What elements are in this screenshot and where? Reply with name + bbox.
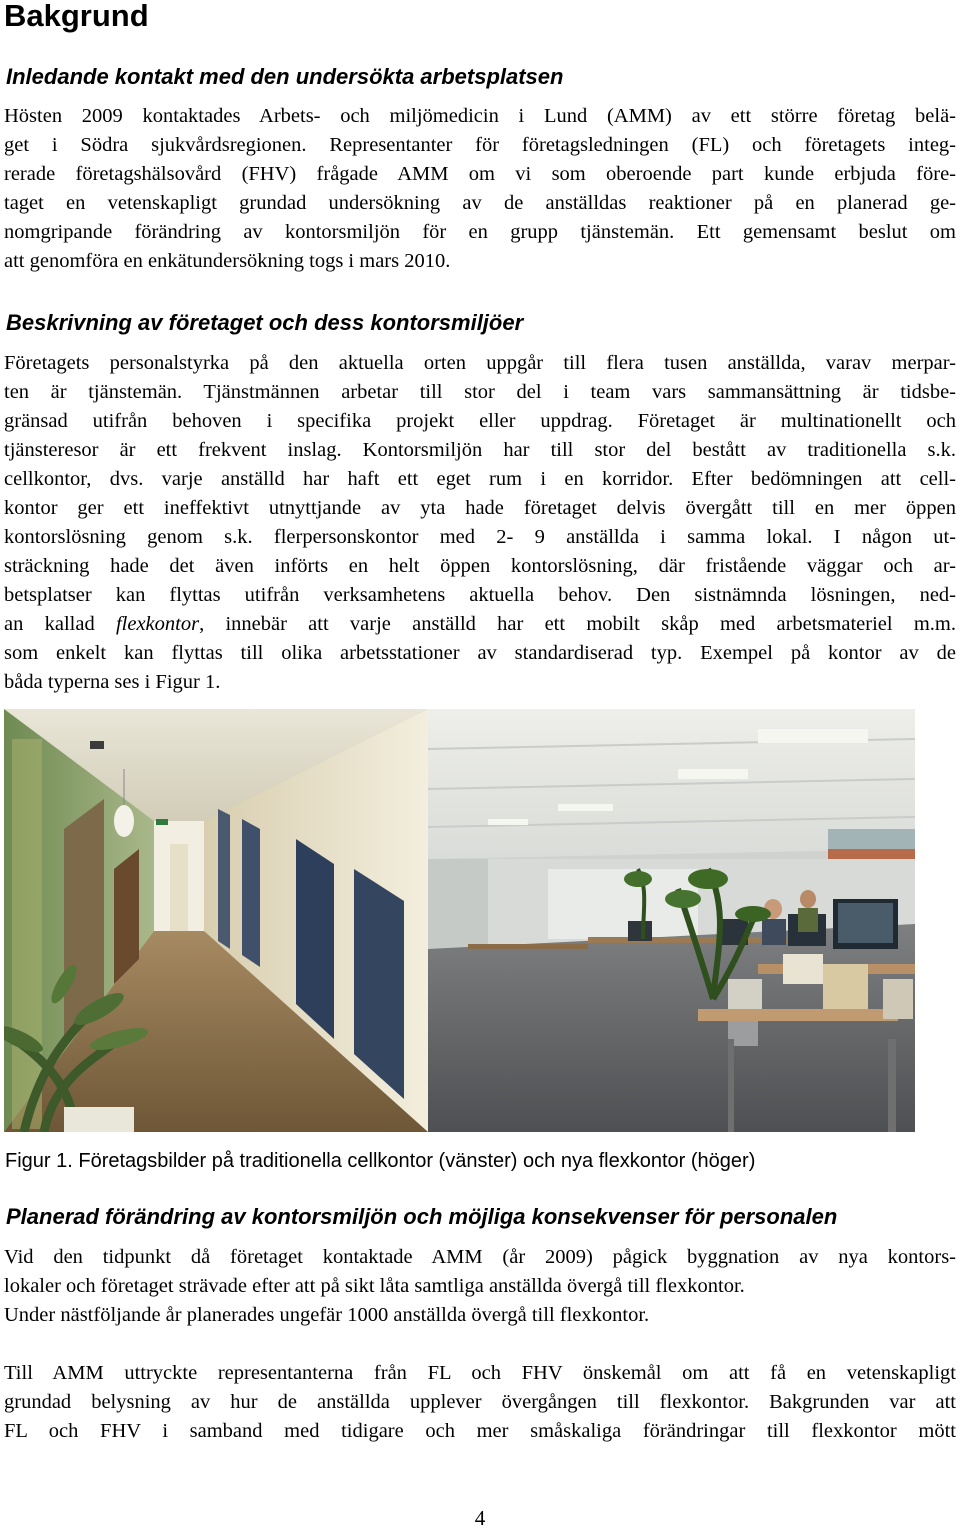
term-flexkontor: flexkontor — [115, 613, 200, 635]
text-line: kontor ger ett ineffektivt utnyttjande av yta hade företaget delvis övergått till en mer öppen — [4, 497, 956, 519]
paragraph-contact — [4, 102, 956, 276]
text-line: gränsad utifrån behoven i specifika projekt eller uppdrag. Företaget är multinationellt och — [4, 410, 956, 432]
text-line — [4, 610, 956, 639]
text-line: rerade företagshälsovård (FHV) frågade AMM om vi som oberoende part kunde erbjuda före- — [4, 163, 956, 185]
section-title-planned-change: Planerad förändring av kontorsmiljön och möjliga konsekvenser för personalen — [6, 1204, 838, 1229]
text-line: att genomföra en enkätundersökning togs i mars 2010. — [4, 250, 451, 272]
paragraph-company — [4, 349, 956, 697]
section-title-contact: Inledande kontakt med den undersökta arbetsplatsen — [6, 64, 564, 89]
text-line: tjänsteresor är ett frekvent inslag. Kontorsmiljön har till stor del bestått av traditionella s.k. — [4, 439, 956, 461]
text-line: betsplatser kan flyttas utifrån verksamhetens aktuella behov. Den sistnämnda lösningen, ned- — [4, 584, 956, 606]
text-line: grundad belysning av hur de anställda upplever övergången till flexkontor. Bakgrunden var att — [4, 1391, 956, 1413]
text-line: ten är tjänstemän. Tjänstmännen arbetar till stor del i team vars sammansättning är tidsbe- — [4, 381, 956, 403]
text-line: Till AMM uttryckte representanterna från FL och FHV önskemål om att få en vetenskapligt — [4, 1362, 956, 1384]
figure-caption: Figur 1. Företagsbilder på traditionella cellkontor (vänster) och nya flexkontor (höger) — [5, 1150, 756, 1172]
page-number: 4 — [474, 1506, 486, 1530]
text-line: lokaler och företaget strävade efter att på sikt låta samtliga anställda övergå till flexkontor. — [4, 1275, 745, 1297]
text-line: taget en vetenskapligt grundad undersökning av de anställdas reaktioner på en planerad ge- — [4, 192, 956, 214]
paragraph-amm-request — [4, 1359, 956, 1446]
text-line: sträckning hade det även införts en helt öppen kontorslösning, där fristående väggar och ar- — [4, 555, 956, 577]
text-line: get i Södra sjukvårdsregionen. Representanter för företagsledningen (FL) och företagets integ- — [4, 134, 956, 156]
text-line: Företagets personalstyrka på den aktuella orten uppgår till flera tusen anställda, varav merpar- — [4, 352, 956, 374]
section-title-company: Beskrivning av företaget och dess kontorsmiljöer — [6, 310, 524, 335]
photo-flex-office — [428, 709, 915, 1132]
corridor-illustration — [4, 709, 428, 1132]
text-line: Hösten 2009 kontaktades Arbets- och miljömedicin i Lund (AMM) av ett större företag belä- — [4, 105, 956, 127]
text-line: båda typerna ses i Figur 1. — [4, 671, 221, 693]
text-line: som enkelt kan flyttas till olika arbetsstationer av standardiserad typ. Exempel på kontor av de — [4, 642, 956, 664]
text-line: Under nästföljande år planerades ungefär 1000 anställda övergå till flexkontor. — [4, 1304, 650, 1326]
photo-cell-office-corridor — [4, 709, 428, 1132]
text-line: FL och FHV i samband med tidigare och mer småskaliga förändringar till flexkontor mött — [4, 1420, 956, 1442]
text-fragment: , innebär att varje anställd har ett mobilt skåp med arbetsmateriel m.m. — [199, 613, 956, 635]
text-line: kontorslösning genom s.k. flerpersonskontor med 2- 9 anställda i samma lokal. I någon ut- — [4, 526, 956, 548]
text-line: nomgripande förändring av kontorsmiljön för en grupp tjänstemän. Ett gemensamt beslut om — [4, 221, 956, 243]
text-line: Vid den tidpunkt då företaget kontaktade AMM (år 2009) pågick byggnation av nya kontors- — [4, 1246, 956, 1268]
paragraph-planned-change — [4, 1243, 956, 1330]
text-line: cellkontor, dvs. varje anställd har haft ett eget rum i en korridor. Efter bedömningen att cell- — [4, 468, 956, 490]
page-heading: Bakgrund — [4, 0, 149, 33]
text-fragment: an kallad — [4, 613, 116, 635]
open-office-illustration — [428, 709, 915, 1132]
